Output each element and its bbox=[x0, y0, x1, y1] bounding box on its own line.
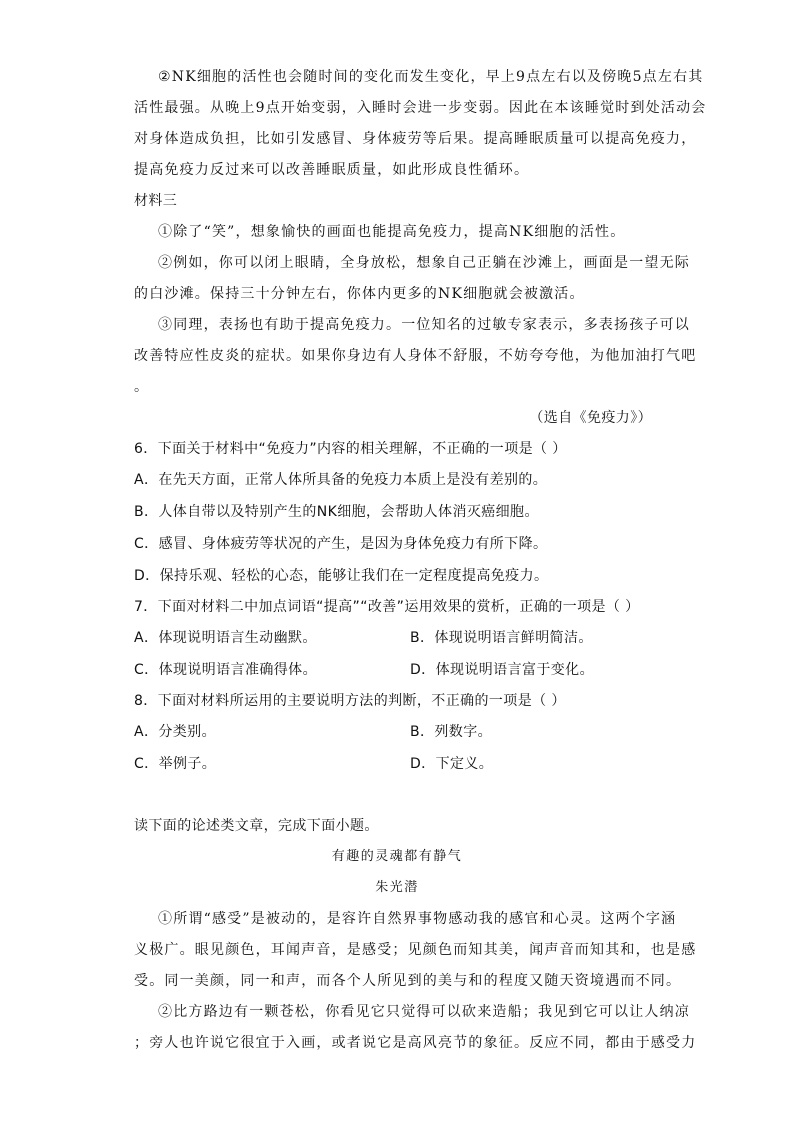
essay-p2-line-1: ②比方路边有一颗苍松，你看见它只觉得可以砍来造船；我见到它可以让人纳凉 bbox=[158, 1004, 690, 1020]
essay-p2-line-2: ；旁人也许说它很宜于入画，或者说它是高风亮节的象征。反应不同，都由于感受力 bbox=[134, 1035, 697, 1051]
q8-option-d: D．下定义。 bbox=[410, 756, 494, 772]
q6-option-a: A．在先天方面，正常人体所具备的免疫力本质上是没有差别的。 bbox=[134, 472, 548, 488]
material2-p2-line-1: ②NK细胞的活性也会随时间的变化而发生变化，早上9点左右以及傍晚5点左右其 bbox=[158, 69, 704, 85]
essay-title: 有趣的灵魂都有静气 bbox=[331, 849, 463, 864]
q8-option-a: A．分类别。 bbox=[134, 724, 216, 740]
q6-stem: 6．下面关于材料中“免疫力”内容的相关理解，不正确的一项是（ ） bbox=[134, 441, 567, 457]
q7-option-a: A．体现说明语言生动幽默。 bbox=[134, 630, 317, 646]
essay-p1-line-1: ①所谓“感受”是被动的，是容许自然界事物感动我的感官和心灵。这两个字涵 bbox=[158, 911, 677, 927]
material2-p2-line-3: 对身体造成负担，比如引发感冒、身体疲劳等后果。提高睡眠质量可以提高免疫力， bbox=[134, 131, 697, 147]
material3-heading: 材料三 bbox=[134, 193, 178, 209]
q8-option-c: C．举例子。 bbox=[134, 756, 217, 772]
material3-p3-line-3: 。 bbox=[134, 379, 150, 395]
material3-source: （选自《免疫力》） bbox=[529, 410, 652, 426]
essay-intro: 读下面的论述类文章，完成下面小题。 bbox=[134, 818, 379, 834]
q7-option-c: C．体现说明语言准确得体。 bbox=[134, 662, 317, 678]
essay-p1-line-3: 受。同一美颜，同一和声，而各个人所见到的美与和的程度又随天资境遇而不同。 bbox=[134, 973, 682, 989]
q8-option-b: B．列数字。 bbox=[410, 724, 493, 740]
material3-p2-line-1: ②例如，你可以闭上眼睛，全身放松，想象自己正躺在沙滩上，画面是一望无际 bbox=[158, 255, 690, 271]
material3-p2-line-2: 的白沙滩。保持三十分钟左右，你体内更多的NK细胞就会被激活。 bbox=[134, 286, 585, 302]
material2-p2-line-2: 活性最强。从晚上9点开始变弱，入睡时会进一步变弱。因此在本该睡觉时到处活动会 bbox=[134, 100, 707, 116]
q6-option-b: B．人体自带以及特别产生的NK细胞，会帮助人体消灭癌细胞。 bbox=[134, 504, 539, 520]
q7-option-d: D．体现说明语言富于变化。 bbox=[410, 662, 594, 678]
material3-p3-line-2: 改善特应性皮炎的症状。如果你身边有人身体不舒服，不妨夸夸他，为他加油打气吧 bbox=[134, 348, 697, 364]
material2-p2-line-4: 提高免疫力反过来可以改善睡眠质量，如此形成良性循环。 bbox=[134, 162, 530, 178]
essay-author: 朱光潜 bbox=[375, 880, 419, 895]
q6-option-d: D．保持乐观、轻松的心态，能够让我们在一定程度提高免疫力。 bbox=[134, 568, 549, 584]
material3-p3-line-1: ③同理，表扬也有助于提高免疫力。一位知名的过敏专家表示，多表扬孩子可以 bbox=[158, 317, 690, 333]
q7-stem: 7．下面对材料二中加点词语“提高”“改善”运用效果的赏析，正确的一项是（ ） bbox=[134, 599, 640, 615]
q8-stem: 8．下面对材料所运用的主要说明方法的判断，不正确的一项是（ ） bbox=[134, 693, 566, 709]
material3-p1-line-1: ①除了“笑”，想象愉快的画面也能提高免疫力，提高NK细胞的活性。 bbox=[158, 224, 626, 240]
essay-p1-line-2: 义极广。眼见颜色，耳闻声音，是感受；见颜色而知其美，闻声音而知其和，也是感 bbox=[134, 942, 697, 958]
q6-option-c: C．感冒、身体疲劳等状况的产生，是因为身体免疫力有所下降。 bbox=[134, 536, 548, 552]
q7-option-b: B．体现说明语言鲜明简洁。 bbox=[410, 630, 593, 646]
